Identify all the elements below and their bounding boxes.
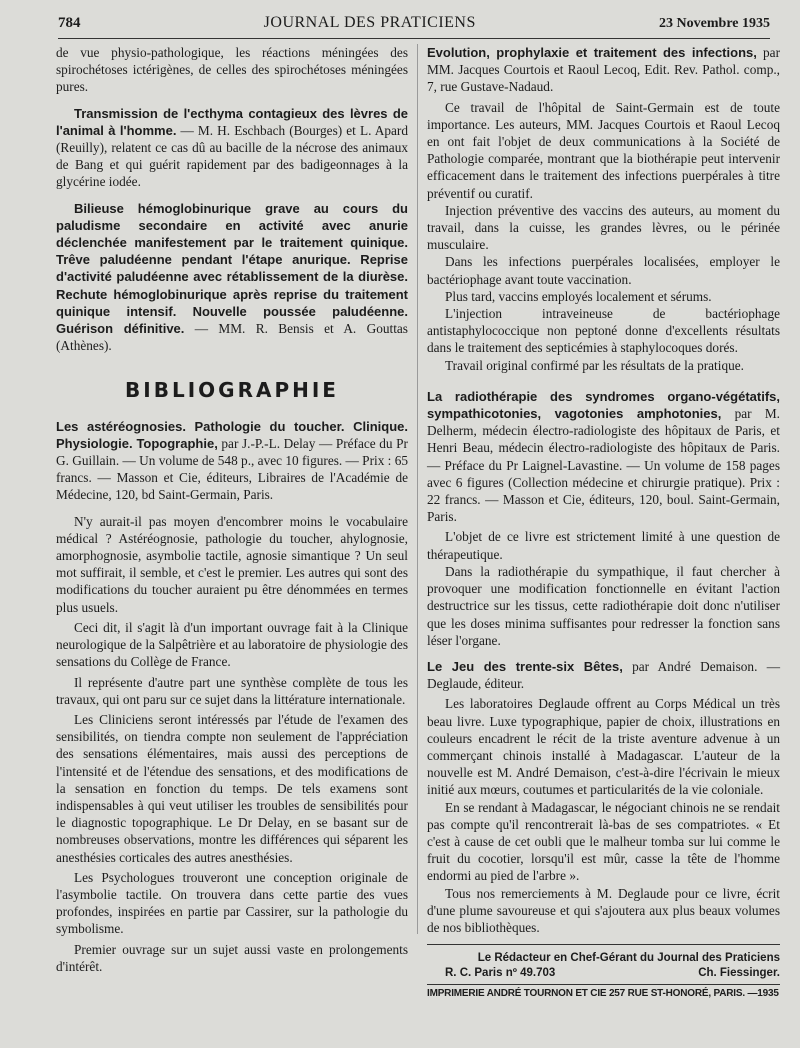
paragraph: Ceci dit, il s'agit là d'un important ouvrage fait à la Clinique neurologique de la Salpêtrière et au laboratoire de physiologie des sensations du Collège de France. [56, 619, 408, 670]
review-radiotherapie [427, 388, 780, 526]
paragraph: L'injection intraveineuse de bactériophage antistaphylococcique non peptoné donne d'excellents résultats dans le traitement des septicémies à staphylocoques dorés. [427, 306, 780, 356]
book-title: La radiothérapie des syndromes organo-végétatifs, sympathicotonies, vagotonies amphotonies, [427, 388, 780, 422]
article-title: Transmission de l'ecthyma contagieux des lèvres de l'animal à l'homme. [56, 105, 408, 138]
review-astereognosies [56, 418, 408, 504]
book-reference: par André Demaison. — Deglaude, éditeur. [427, 658, 780, 692]
paragraph: Il représente d'autre part une synthèse complète de tous les travaux, qui ont paru sur ce sujet dans la littérature internationale. [56, 674, 408, 707]
paragraph: Injection préventive des vaccins des auteurs, au moment du travail, dans la cuisse, les grandes lèvres, ou le périnée musculaire. [427, 202, 780, 253]
paragraph: En se rendant à Madagascar, le négociant chinois ne se rendait pas compte qu'il rencontrerait là-bas de ses compatriotes. « Et c'est à cause de cet oubli que le malheur tomba sur lui comme le fruit du cocotier, lorsqu'il est mûr, casse la tête de l'homme endormi au pied de l'arbre ». [427, 799, 780, 884]
paragraph: Les Cliniciens seront intéressés par l'étude de l'examen des sensibilités, on tiendra compte non seulement de l'appréciation des sensations élémentaires, mais aussi des perceptions de l'intensité et de l'étendue des sensations, et des modifications de la sensation en fonction du temps. De tels examens sont indispensables à qui veut utiliser les troubles de sensibilités pour le diagnostic topographique. Le Dr Delay, en se basant sur de nombreuses observations, montre les différences qui séparent les anesthésies corticales des autres anesthésies. [56, 711, 408, 865]
page-header [58, 14, 770, 39]
paragraph: Ce travail de l'hôpital de Saint-Germain est de toute importance. Les auteurs, MM. Jacques Courtois et Raoul Lecoq en ont fait l'objet de deux communications à la Société de Pathologie comparée, montrant que la biothérapie peut intervenir efficacement dans le traitement des infections puerpérales à titre préventif ou curatif. [427, 99, 780, 201]
book-title: Evolution, prophylaxie et traitement des infections, [427, 45, 757, 60]
book-reference: par M. Delherm, médecin électro-radiologiste des hôpitaux de Paris, et Henri Beau, médecin électro-radiologiste des hôpitaux de Paris. — Préface du Pr Laignel-Lavastine. — Un volume de 158 pages avec 6 figures (Collection médecine et chirurgie pratique). Prix : 22 francs. — Masson et Cie, éditeurs, 120, boul. Saint-Germain, Paris. [427, 406, 780, 525]
page-number: 784 [58, 15, 81, 31]
article-authors: — M. H. Eschbach (Bourges) et L. Apard (Reuilly), relatent ce cas dû au bacille de la nécrose des animaux de Bang et qui guérit rapidement par des badigeonnages à la glycérine iodée. [56, 122, 408, 190]
paragraph: Les laboratoires Deglaude offrent au Corps Médical un très beau livre. Luxe typographique, papier de choix, illustrations en couleurs encadrent le récit de la triste aventure advenue à un commerçant chinois installé à Madagascar. L'auteur de la nouvelle est M. André Demaison, c'est-à-dire l'écrivain le mieux initié aux mœurs, coutumes et particularités de la vie coloniale. [427, 696, 780, 798]
registration-line [427, 966, 780, 981]
paragraph: Plus tard, vaccins employés localement et sérums. [445, 288, 712, 304]
section-heading: BIBLIOGRAPHIE [125, 378, 339, 403]
column-divider [417, 44, 418, 934]
issue-date: 23 Novembre 1935 [659, 16, 770, 31]
paragraph: Premier ouvrage sur un sujet aussi vaste en prolongements d'intérêt. [56, 941, 408, 974]
registration-number: R. C. Paris nº 49.703 [445, 967, 556, 979]
journal-title: JOURNAL DES PRATICIENS [263, 14, 476, 31]
book-title: Le Jeu des trente-six Bêtes, [427, 658, 623, 674]
article-bilieuse [56, 200, 408, 355]
paragraph: Dans les infections puerpérales localisées, employer le bactériophage avant toute vaccination. [427, 254, 780, 287]
right-column [427, 44, 780, 936]
continued-paragraph: de vue physio-pathologique, les réactions méningées des spirochétoses ictérigènes, de celles des spirochétoses méningées pures. [56, 45, 408, 95]
article-authors: — MM. R. Bensis et A. Gouttas (Athènes). [56, 321, 408, 354]
paragraph: Dans la radiothérapie du sympathique, il faut chercher à provoquer une modification fonctionnelle en évitant l'action destructrice sur les tissus, cette radiothérapie doit donc n'utiliser que les doses minima suffisantes pour redresser la fonction sans léser l'organe. [427, 563, 780, 648]
review-jeu-des-betes [427, 658, 780, 692]
paragraph: Tous nos remerciements à M. Deglaude pour ce livre, écrit d'une plume savoureuse et qui s'ajoutera aux plus beaux volumes de nos bibliothèques. [427, 885, 780, 935]
left-column [56, 44, 408, 975]
review-infections [427, 44, 780, 96]
editor-signature: Ch. Fiessinger. [698, 967, 780, 979]
paragraph: L'objet de ce livre est strictement limité à une question de thérapeutique. [427, 529, 780, 562]
paragraph: Les Psychologues trouveront une conception originale de l'asymbolie tactile. On trouvera dans cette partie des vues profondes, inspirées en partie par Cassirer, sur la pathologie du symbolisme. [56, 869, 408, 937]
editor-line: Le Rédacteur en Chef-Gérant du Journal des Praticiens [477, 952, 780, 964]
paragraph: Travail original confirmé par les résultats de la pratique. [445, 357, 744, 373]
book-reference: par MM. Jacques Courtois et Raoul Lecoq, Edit. Rev. Pathol. comp., 7, rue Gustave-Nadaud. [427, 45, 780, 95]
article-title: Bilieuse hémoglobinurique grave au cours du paludisme secondaire en activité avec anurie déclenchée manifestement par le traitement quinique. Trêve paludéenne pendant l'étape anurique. Reprise d'activité paludéenne avec rétablissement de la diurèse. Rechute hémoglobinurique après reprise du traitement quinique intensif. Nouvelle poussée paludéenne. Guérison définitive. [56, 200, 408, 337]
book-reference: par J.-P.-L. Delay — Préface du Pr G. Guillain. — Un volume de 548 p., avec 10 figures. — Prix : 65 francs. — Masson et Cie, éditeurs, Libraires de l'Académie de Médecine, 120, bd Saint-Germain, Paris. [56, 435, 408, 503]
article-ecthyma [56, 105, 408, 191]
editor-footer [427, 944, 780, 981]
printer-imprint: IMPRIMERIE ANDRÉ TOURNON ET CIE 257 RUE ST-HONORÉ, PARIS. —1935 [427, 984, 780, 999]
paragraph: N'y aurait-il pas moyen d'encombrer moins le vocabulaire médical ? Astéréognosie, pathologie du toucher, ahylognosie, amorphognosie, asymbolie tactile, agnosie simantique ? Un seul mot suffirait, il semble, et c'est le premier. Les autres qui sont des modifications du toucher auraient pu être dénommées en termes plus usuels. [56, 513, 408, 615]
book-title: Les astéréognosies. Pathologie du toucher. Clinique. Physiologie. Topographie, [56, 418, 408, 451]
